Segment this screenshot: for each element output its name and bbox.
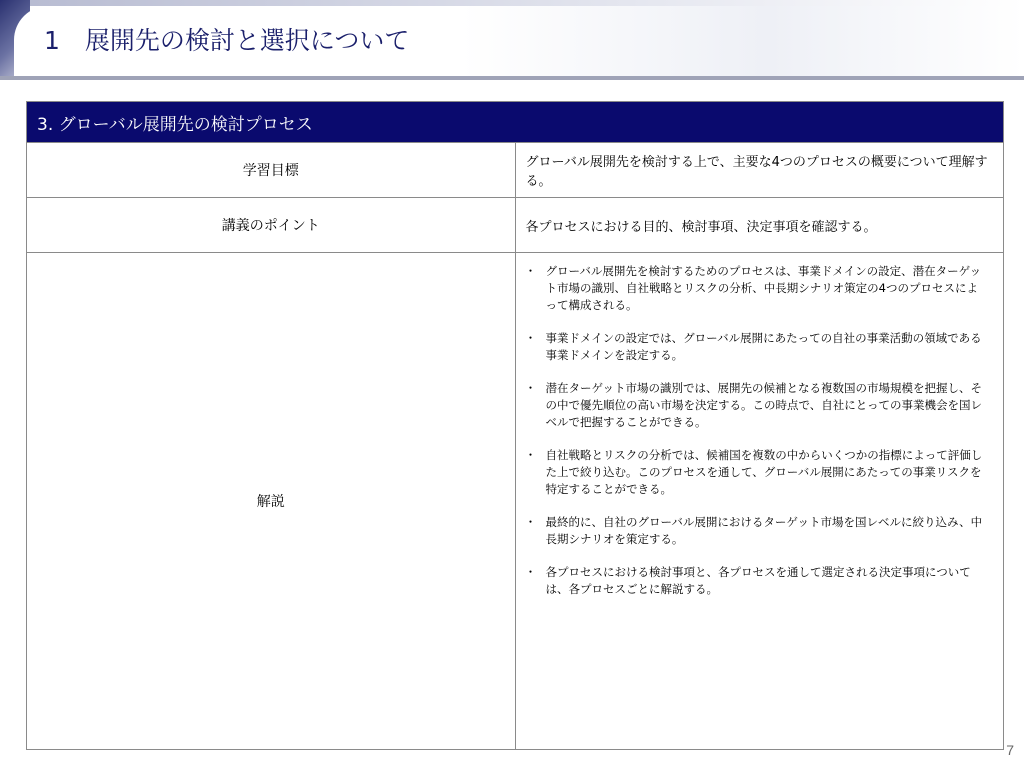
lecture-point-row (27, 198, 1004, 253)
explanation-label: 解説 (27, 253, 516, 750)
bullet-mark: ・ (524, 381, 537, 395)
header-rule (0, 76, 1024, 80)
list-item-text: 各プロセスにおける検討事項と、各プロセスを通して選定される決定事項については、各プロセスごとに解説する。 (545, 565, 971, 596)
lecture-point-label: 講義のポイント (27, 198, 516, 253)
list-item (524, 564, 990, 598)
learning-goal-label: 学習目標 (27, 143, 516, 198)
header-top-shade (30, 0, 1024, 6)
list-item-text: 事業ドメインの設定では、グローバル展開にあたっての自社の事業活動の領域である事業ドメインを設定する。 (545, 331, 982, 362)
bullet-mark: ・ (524, 331, 537, 345)
slide-header (0, 0, 1024, 80)
section-header-row (27, 102, 1004, 143)
learning-goal-text: グローバル展開先を検討する上で、主要な4つのプロセスの概要について理解する。 (515, 143, 1004, 198)
list-item (524, 263, 990, 314)
list-item (524, 380, 990, 431)
list-item (524, 447, 990, 498)
section-title: 3. グローバル展開先の検討プロセス (27, 102, 1004, 143)
list-item-text: グローバル展開先を検討するためのプロセスは、事業ドメインの設定、潜在ターゲット市場の識別、自社戦略とリスクの分析、中長期シナリオ策定の4つのプロセスによって構成される。 (545, 264, 982, 312)
bullet-mark: ・ (524, 448, 537, 462)
bullet-mark: ・ (524, 264, 537, 278)
lecture-point-text: 各プロセスにおける目的、検討事項、決定事項を確認する。 (515, 198, 1004, 253)
list-item-text: 自社戦略とリスクの分析では、候補国を複数の中からいくつかの指標によって評価した上で絞り込む。このプロセスを通して、グローバル展開にあたっての事業リスクを特定することができる。 (545, 448, 983, 496)
bullet-mark: ・ (524, 565, 537, 579)
content-table (26, 101, 1004, 750)
bullet-mark: ・ (524, 515, 537, 529)
explanation-bullet-list (524, 263, 990, 598)
explanation-row (27, 253, 1004, 750)
slide-title: 1 展開先の検討と選択について (44, 26, 410, 55)
list-item (524, 514, 990, 548)
list-item-text: 潜在ターゲット市場の識別では、展開先の候補となる複数国の市場規模を把握し、その中で優先順位の高い市場を決定する。この時点で、自社にとっての事業機会を国レベルで把握することができる。 (545, 381, 983, 429)
explanation-body (515, 253, 1004, 750)
page-number: 7 (1006, 742, 1014, 758)
list-item-text: 最終的に、自社のグローバル展開におけるターゲット市場を国レベルに絞り込み、中長期シナリオを策定する。 (545, 515, 983, 546)
list-item (524, 330, 990, 364)
learning-goal-row (27, 143, 1004, 198)
